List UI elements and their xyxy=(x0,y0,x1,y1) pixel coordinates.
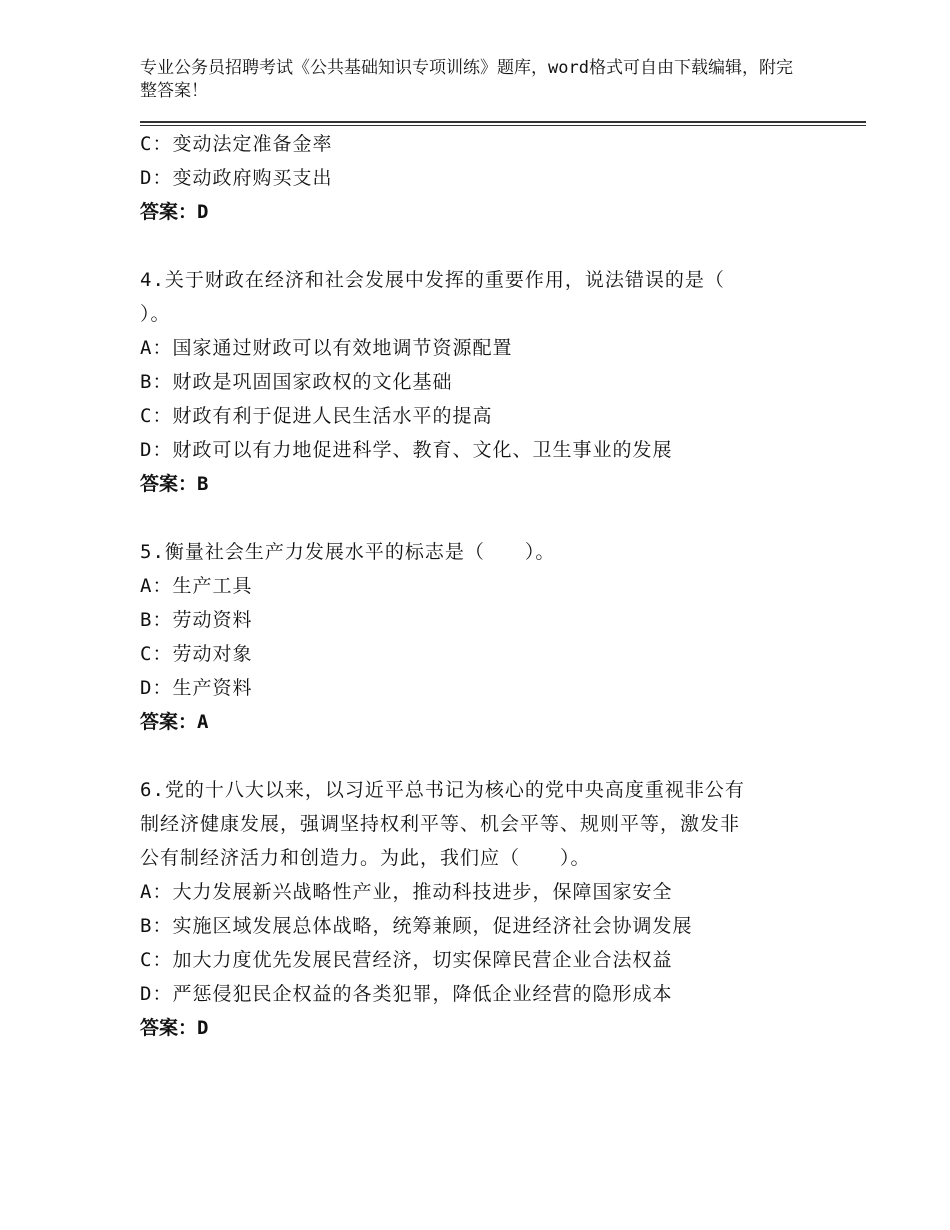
option-a: A：大力发展新兴战略性产业，推动科技进步，保障国家安全 xyxy=(140,881,673,903)
answer: 答案：D xyxy=(140,201,209,223)
option-c: C：财政有利于促进人民生活水平的提高 xyxy=(140,405,493,427)
question-6-text-cont: 制经济健康发展，强调坚持权利平等、机会平等、规则平等，激发非 xyxy=(140,813,741,835)
option-b: B：财政是巩固国家政权的文化基础 xyxy=(140,371,453,393)
option-c: C：加大力度优先发展民营经济，切实保障民营企业合法权益 xyxy=(140,949,673,971)
option-c: C：劳动对象 xyxy=(140,643,253,665)
option-a: A：国家通过财政可以有效地调节资源配置 xyxy=(140,337,513,359)
option-a: A：生产工具 xyxy=(140,575,253,597)
spacer xyxy=(140,739,830,773)
question-4-text-cont: ）。 xyxy=(140,303,171,325)
spacer xyxy=(140,501,830,535)
answer: 答案：D xyxy=(140,1017,209,1039)
option-d: D：严惩侵犯民企权益的各类犯罪，降低企业经营的隐形成本 xyxy=(140,983,673,1005)
option-b: B：劳动资料 xyxy=(140,609,253,631)
header-rule-thin xyxy=(140,125,866,126)
question-4-text: 4.关于财政在经济和社会发展中发挥的重要作用，说法错误的是（ xyxy=(140,269,725,291)
question-list xyxy=(140,127,830,1045)
spacer xyxy=(140,229,830,263)
answer: 答案：A xyxy=(140,711,209,733)
option-d: D：财政可以有力地促进科学、教育、文化、卫生事业的发展 xyxy=(140,439,673,461)
header-rule xyxy=(140,121,866,123)
option-d: D：变动政府购买支出 xyxy=(140,167,333,189)
option-d: D：生产资料 xyxy=(140,677,253,699)
question-6-text-cont: 公有制经济活力和创造力。为此，我们应（ ）。 xyxy=(140,847,591,869)
question-6-text: 6.党的十八大以来，以习近平总书记为核心的党中央高度重视非公有 xyxy=(140,779,745,801)
document-header: 专业公务员招聘考试《公共基础知识专项训练》题库，word格式可自由下载编辑，附完整答案！ xyxy=(140,58,793,101)
option-b: B：实施区域发展总体战略，统筹兼顾，促进经济社会协调发展 xyxy=(140,915,693,937)
answer: 答案：B xyxy=(140,473,209,495)
option-c: C：变动法定准备金率 xyxy=(140,133,333,155)
question-5-text: 5.衡量社会生产力发展水平的标志是（ ）。 xyxy=(140,541,556,563)
